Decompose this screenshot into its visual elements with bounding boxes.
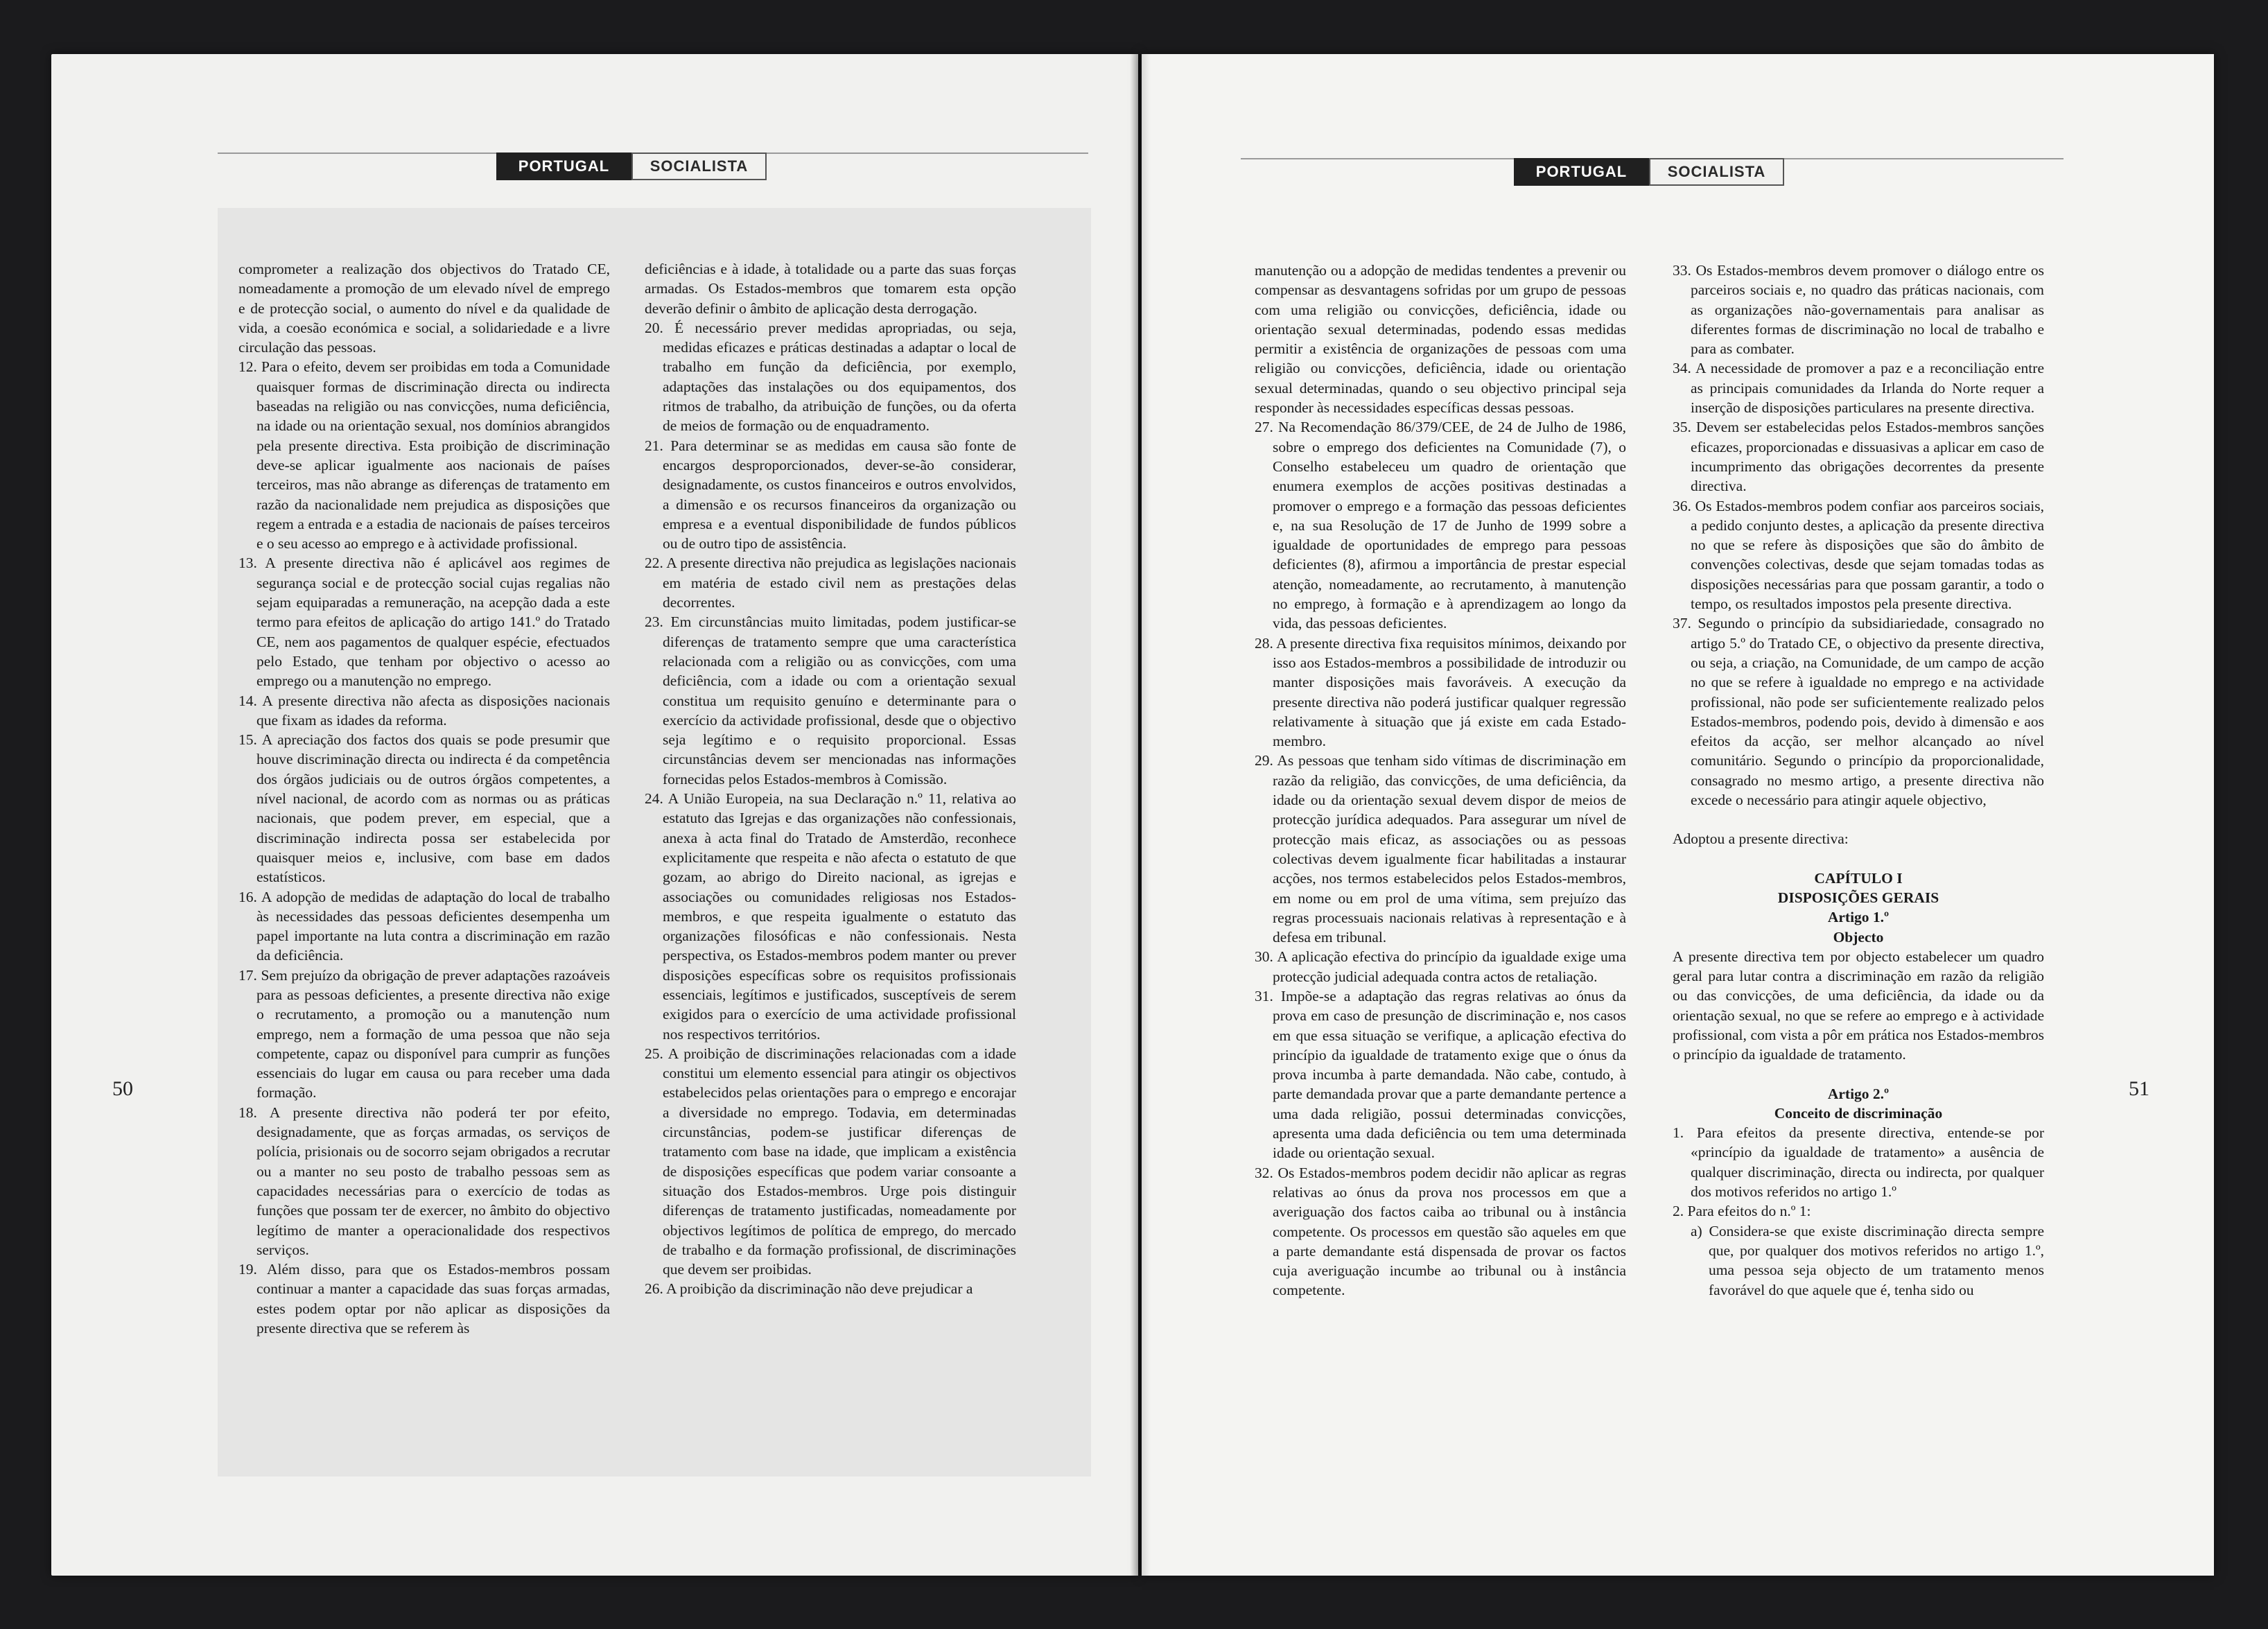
paragraph: 21. Para determinar se as medidas em causa são fonte de encargos desproporcionados, dever-se-ão considerar, designadamente, os custos financeiros e outros envolvidos, a dimensão e os recursos financeiros da organização ou empresa e a eventual disponibilidade de fundos públicos ou de outro tipo de assistência. [645,437,1016,552]
article-text: A presente directiva tem por objecto estabelecer um quadro geral para lutar contra a discriminação em razão da religião ou das convicções, de uma deficiência, da idade ou da orientação sexual, no que se refere ao emprego e à actividade profissional, com vista a pôr em prática nos Estados-membros o princípio da igualdade de tratamento. [1673,948,2044,1063]
page-number: 50 [112,1077,133,1100]
paragraph: 22. A presente directiva não prejudica as legislações nacionais em matéria de estado civil nem as prestações delas decorrentes. [645,555,1016,611]
paragraph: 34. A necessidade de promover a paz e a reconciliação entre as principais comunidades da Irlanda do Norte requer a inserção de disposições particulares na presente directiva. [1673,360,2044,417]
paragraph: 29. As pessoas que tenham sido vítimas de discriminação em razão da religião, das convicções, de uma deficiência, da idade ou da orientação sexual devem dispor de meios de protecção jurídica adequados. Para assegurar um nível de protecção mais eficaz, as associações ou as pessoas colectivas devem igualmente ficar habilitadas a instaurar acções, nos termos estabelecidos pelos Estados-membros, em nome ou em prol de uma vítima, sem prejuízo das regras processuais nacionais relativas à representação e à defesa em tribunal. [1255,752,1626,946]
paragraph: 33. Os Estados-membros devem promover o diálogo entre os parceiros sociais e, no quadro das práticas nacionais, com as organizações não-governamentais para analisar as diferentes formas de discriminação no local de trabalho e para as combater. [1673,262,2044,358]
paragraph: 36. Os Estados-membros podem confiar aos parceiros sociais, a pedido conjunto destes, a aplicação da presente directiva no que se refere às disposições que são do âmbito de convenções colectivas, desde que sejam tomadas todas as disposições necessárias para que possam garantir, a todo o tempo, os resultados impostos pela presente directiva. [1673,497,2044,613]
masthead [496,153,767,180]
paragraph: 20. É necessário prever medidas apropriadas, ou seja, medidas eficazes e práticas destinadas a adaptar o local de trabalho em função da deficiência, por exemplo, adaptações das instalações ou dos equipamentos, dos ritmos de trabalho, da atribuição de funções, ou da oferta de meios de formação ou de enquadramento. [645,319,1016,435]
masthead [1514,158,1784,186]
article-heading: Artigo 1.º [1827,909,1890,926]
right-page [1142,54,2214,1576]
paragraph: 28. A presente directiva fixa requisitos mínimos, deixando por isso aos Estados-membros a possibilidade de introduzir ou manter disposições mais favoráveis. A execução da presente directiva não poderá justificar qualquer regressão relativamente à situação que já existe em cada Estado-membro. [1255,634,1626,750]
page-number: 51 [2129,1077,2149,1100]
masthead-socialista: SOCIALISTA [631,153,767,180]
paragraph: 13. A presente directiva não é aplicável aos regimes de segurança social e de protecção social cujas regalias não sejam equiparadas a remuneração, na acepção dada a este termo para efeitos de aplicação do artigo 141.º do Tratado CE, nem aos pagamentos de qualquer espécie, efectuados pelo Estado, que tenham por objectivo o acesso ao emprego ou a manutenção no emprego. [238,555,610,690]
paragraph: 16. A adopção de medidas de adaptação do local de trabalho às necessidades das pessoas deficientes desempenha um papel importante na luta contra a discriminação em razão da deficiência. [238,888,610,964]
paragraph: 15. A apreciação dos factos dos quais se pode presumir que houve discriminação directa ou indirecta é da competência dos órgãos judiciais ou de outros órgãos competentes, a nível nacional, de acordo com as normas ou as práticas nacionais, que podem prever, em especial, que a discriminação indirecta possa ser estabelecida por quaisquer meios e, inclusive, com base em dados estatísticos. [238,731,610,886]
paragraph: 24. A União Europeia, na sua Declaração n.º 11, relativa ao estatuto das Igrejas e das organizações não confessionais, anexa à acta final do Tratado de Amsterdão, reconhece explicitamente que respeita e não afecta o estatuto de que gozam, ao abrigo do Direito nacional, as igrejas e associações ou comunidades religiosas nos Estados-membros, e que respeita igualmente o estatuto das organizações filosóficas e não confessionais. Nesta perspectiva, os Estados-membros podem manter ou prever disposições específicas sobre os requisitos profissionais essenciais, legítimos e justificados, susceptíveis de serem exigidos para o exercício de uma actividade profissional nos respectivos territórios. [645,790,1016,1043]
paragraph: 37. Segundo o princípio da subsidiariedade, consagrado no artigo 5.º do Tratado CE, o objectivo da presente directiva, ou seja, a criação, na Comunidade, de um campo de acção no que se refere à igualdade no emprego e na actividade profissional, não pode ser suficientemente realizado pelos Estados-membros, podendo pois, devido à dimensão e aos efeitos da acção, ser melhor alcançado ao nível comunitário. Segundo o princípio da proporcionalidade, consagrado no mesmo artigo, a presente directiva não excede o necessário para atingir aquele objectivo, [1673,615,2044,809]
article-title: Objecto [1833,928,1884,946]
paragraph: 14. A presente directiva não afecta as disposições nacionais que fixam as idades da reforma. [238,692,610,729]
paragraph: deficiências e à idade, à totalidade ou a parte das suas forças armadas. Os Estados-membros que tomarem esta opção deverão definir o âmbito de aplicação desta derrogação. [645,261,1016,317]
article-paragraph: 2. Para efeitos do n.º 1: [1673,1203,1811,1220]
paragraph: 12. Para o efeito, devem ser proibidas em toda a Comunidade quaisquer formas de discriminação directa ou indirecta baseadas na religião ou nas convicções, numa deficiência, na idade ou na orientação sexual, nos domínios abrangidos pela presente directiva. Esta proibição de discriminação deve-se aplicar igualmente aos nacionais de países terceiros, mas não abrange as diferenças de tratamento em razão da nacionalidade nem prejudica as disposições que regem a entrada e a estadia de nacionais de países terceiros e o seu acesso ao emprego e à actividade profissional. [238,358,610,552]
paragraph: 35. Devem ser estabelecidas pelos Estados-membros sanções eficazes, proporcionadas e dissuasivas a aplicar em caso de incumprimento das obrigações decorrentes da presente directiva. [1673,419,2044,495]
masthead-socialista: SOCIALISTA [1649,158,1784,186]
paragraph: 31. Impõe-se a adaptação das regras relativas ao ónus da prova em caso de presunção de discriminação e, nos casos em que essa situação se verifique, a aplicação efectiva do princípio da igualdade de tratamento exige que o ónus da prova incumba à parte demandada. Não cabe, contudo, à parte demandada provar que a parte demandante pertence a uma dada religião, possui determinadas convicções, apresenta uma dada deficiência ou tem uma determinada idade ou orientação sexual. [1255,987,1626,1162]
article-heading: Artigo 2.º [1827,1085,1890,1102]
masthead-portugal: PORTUGAL [1514,158,1649,186]
chapter-title: DISPOSIÇÕES GERAIS [1777,889,1939,906]
article-title: Conceito de discriminação [1774,1104,1943,1122]
text-column-2 [645,259,1016,1299]
article-paragraph: 1. Para efeitos da presente directiva, entende-se por «princípio da igualdade de tratamento» a ausência de qualquer discriminação, directa ou indirecta, por qualquer dos motivos referidos no artigo 1.º [1673,1124,2044,1201]
left-page [51,54,1138,1576]
paragraph: manutenção ou a adopção de medidas tendentes a prevenir ou compensar as desvantagens sofridas por um grupo de pessoas com uma religião ou convicções, deficiência, idade ou orientação sexual determinadas, podendo essas medidas permitir a existência de organizações de pessoas com uma religião ou convicções, deficiência, idade ou orientação sexual determinadas, quando o seu objectivo principal seja responder às necessidades específicas dessas pessoas. [1255,262,1626,417]
text-column-1 [1255,261,1626,1300]
paragraph: 26. A proibição da discriminação não deve prejudicar a [645,1280,973,1298]
paragraph: 19. Além disso, para que os Estados-membros possam continuar a manter a capacidade das suas forças armadas, estes podem optar por não aplicar as disposições da presente directiva que se referem às [238,1261,610,1337]
paragraph: 18. A presente directiva não poderá ter por efeito, designadamente, que as forças armadas, os serviços de polícia, prisionais ou de socorro sejam obrigados a recrutar ou a manter no seu posto de trabalho pessoas sem as capacidades necessárias para o exercício de todas as funções que possam ter de exercer, no âmbito do objectivo legítimo de manter a operacionalidade dos respectivos serviços. [238,1104,610,1258]
text-column-2 [1673,261,2044,1300]
text-column-1 [238,259,610,1338]
masthead-portugal: PORTUGAL [496,153,631,180]
paragraph: 27. Na Recomendação 86/379/CEE, de 24 de Julho de 1986, sobre o emprego dos deficientes na Comunidade (7), o Conselho estabeleceu um quadro de orientação que enumera exemplos de acções positivas destinadas a promover o emprego e a formação das pessoas deficientes e, na sua Resolução de 17 de Junho de 1999 sobre a igualdade de oportunidades de emprego para pessoas deficientes (8), afirmou a importância de prestar especial atenção, nomeadamente, ao recrutamento, à manutenção no emprego, à formação e à aprendizagem ao longo da vida, das pessoas deficientes. [1255,419,1626,632]
article-subparagraph: a) Considera-se que existe discriminação directa sempre que, por qualquer dos motivos referidos no artigo 1.º, uma pessoa seja objecto de um tratamento menos favorável do que aquele que é, tenha sido ou [1691,1222,2044,1298]
adoption-line: Adoptou a presente directiva: [1673,830,1849,848]
paragraph: comprometer a realização dos objectivos do Tratado CE, nomeadamente a promoção de um elevado nível de emprego e de protecção social, o aumento do nível e da qualidade de vida, a coesão económica e social, a solidariedade e a livre circulação das pessoas. [238,261,610,356]
paragraph: 23. Em circunstâncias muito limitadas, podem justificar-se diferenças de tratamento sempre que uma característica relacionada com a religião ou as convicções, com uma deficiência, com a idade ou com a orientação sexual constitua um requisito genuíno e determinante para o exercício da actividade profissional, desde que o objectivo seja legítimo e o requisito proporcional. Essas circunstâncias devem ser mencionadas nas informações fornecidas pelos Estados-membros à Comissão. [645,613,1016,787]
book-gutter [1130,54,1151,1576]
paragraph: 32. Os Estados-membros podem decidir não aplicar as regras relativas ao ónus da prova nos processos em que a averiguação dos factos caiba ao tribunal ou à instância competente. Os processos em questão são aqueles em que a parte demandante está dispensada de provar os factos cuja averiguação incumbe ao tribunal ou à instância competente. [1255,1164,1626,1299]
paragraph: 30. A aplicação efectiva do princípio da igualdade exige uma protecção judicial adequada contra actos de retaliação. [1255,948,1626,985]
chapter-heading: CAPÍTULO I [1814,869,1903,887]
paragraph: 25. A proibição de discriminações relacionadas com a idade constitui um elemento essencial para atingir os objectivos estabelecidos pelas orientações para o emprego e encorajar a diversidade no emprego. Todavia, em determinadas circunstâncias, podem-se justificar diferenças de tratamento com base na idade, que implicam a existência de disposições específicas que podem variar consoante a situação dos Estados-membros. Urge pois distinguir diferenças de tratamento justificadas, nomeadamente por objectivos legítimos de política de emprego, do mercado de trabalho e da formação profissional, de discriminações que devem ser proibidas. [645,1045,1016,1278]
paragraph: 17. Sem prejuízo da obrigação de prever adaptações razoáveis para as pessoas deficientes, a presente directiva não exige o recrutamento, a promoção ou a manutenção num emprego, nem a formação de uma pessoa que não seja competente, capaz ou disponível para cumprir as funções essenciais do lugar em causa ou para receber uma dada formação. [238,966,610,1101]
